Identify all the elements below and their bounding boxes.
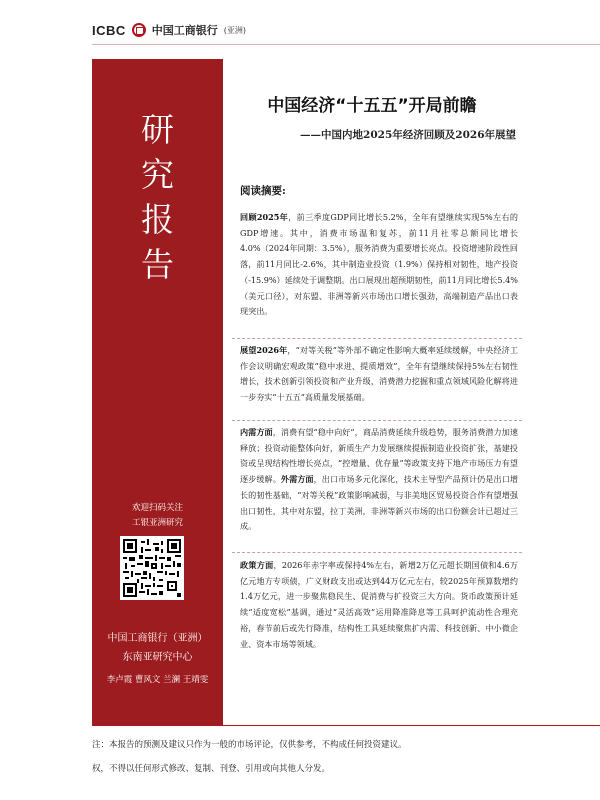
report-title: 中国经济“十五五”开局前瞻 — [267, 96, 477, 116]
summary-paragraph-policy — [240, 558, 518, 652]
authors: 李卢霞 曹风文 兰澜 王靖雯 — [106, 675, 209, 685]
scan-line-1: 欢迎扫码关注 — [131, 503, 183, 513]
paragraph-text: ，2026年赤字率或保持4%左右，新增2万亿元超长期国债和4.6万亿元地方专项债，广义财政支出或达到44万亿元左右，较2025年预算数增约1.4万亿元，进一步聚焦稳民生、促消费与扩投资三大方向。货币政策预计延续“适度宽松”基调，通过“灵活高效”运用降准降息等工具呵护流动性合理充裕，春节前后或先行降准，结构性工具延续聚焦扩内需、科技创新、中小微企业、资本市场等领域。 — [240, 560, 518, 649]
paragraph-divider — [232, 552, 522, 553]
summary-paragraph-outlook — [240, 343, 518, 406]
summary-paragraph-review — [240, 210, 518, 320]
qr-code-graphic — [123, 539, 181, 597]
org-department: 东南亚研究中心 — [122, 652, 193, 663]
logo-chinese-name: 中国工商银行 — [151, 24, 218, 37]
paragraph-divider — [232, 420, 522, 421]
paragraph-text: ，“对等关税”等外部不确定性影响大概率延续缓解，中央经济工作会议明确宏观政策“稳中求进、提质增效”，全年有望继续保持5%左右韧性增长，技术创新引领投资和产业升级，消费潜力挖掘和重点领域风险化解将进一步夯实“十五五”高质量发展基础。 — [240, 345, 518, 403]
icbc-seal-icon — [132, 23, 146, 37]
paragraph-lead: 回顾2025年 — [240, 212, 289, 222]
paragraph-text: ，消费有望“稳中向好”，商品消费延续升级趋势，服务消费潜力加速释放；投资动能整体向好，新质生产力发展继续提振制造业投资扩张，基建投资或呈现结构性增长亮点，“控增量、优存量”等政策支持下地产市场压力有望逐步缓解。 — [240, 427, 518, 485]
page-header — [0, 0, 600, 62]
paragraph-lead: 内需方面 — [240, 427, 273, 437]
qr-code-icon[interactable] — [120, 536, 184, 600]
report-header — [232, 94, 516, 144]
header-divider — [92, 44, 600, 45]
org-block — [92, 631, 223, 688]
footer-divider — [92, 725, 600, 726]
paragraph-lead: 展望2026年 — [240, 345, 288, 355]
paragraph-divider — [232, 338, 522, 339]
vertical-title-char: 研 — [141, 110, 174, 149]
vertical-title-char: 报 — [141, 200, 174, 239]
vertical-title-char: 告 — [141, 245, 174, 284]
report-sidebar — [92, 59, 223, 725]
paragraph-text: ，前三季度GDP同比增长5.2%，全年有望继续实现5%左右的GDP增速。其中，消费市场温和复苏，前11月社零总额同比增长4.0%（2024年同期：3.5%），服务消费为重要增长亮点。投资增速阶段性回落，前11月同比-2.6%，其中制造业投资（1.9%）保持相对韧性，地产投资（-15.9%）延续处于调整期。出口展现出超预期韧性，前11月同比增长5.4%（美元口径），对东盟、非洲等新兴市场出口增长强劲，高端制造产品出口表现突出。 — [240, 212, 518, 317]
summary-heading: 阅读摘要: — [240, 185, 286, 197]
org-name: 中国工商银行（亚洲） — [107, 633, 208, 644]
paragraph-text-2: ，出口市场多元化深化，技术主导型产品预计仍是出口增长的韧性基础，“对等关税”政策影响减弱，与非美地区贸易投资合作有望增强出口韧性，其中对东盟，拉丁美洲，非洲等新兴市场的出口份额会计已超过三成。 — [240, 474, 518, 532]
vertical-report-title — [92, 107, 223, 287]
logo-icbc-text: ICBC — [92, 22, 126, 38]
report-subtitle: ——中国内地2025年经济回顾及2026年展望 — [300, 129, 516, 141]
vertical-title-char: 究 — [141, 155, 174, 194]
scan-line-2: 工银亚洲研究 — [131, 518, 183, 528]
paragraph-lead: 政策方面 — [240, 560, 274, 570]
paragraph-lead-2: 外需方面 — [280, 474, 314, 485]
bank-logo — [92, 22, 246, 38]
disclaimer-line-2: 权，不得以任何形式修改、复制、刊登、引用或向其他人分发。 — [92, 764, 331, 774]
summary-paragraph-demand — [240, 425, 518, 535]
disclaimer-line-1: 注：本报告的预测及建议只作为一般的市场评论，仅供参考，不构成任何投资建议。 — [92, 740, 407, 750]
logo-subtitle: (亚洲) — [223, 25, 247, 35]
scan-note — [92, 501, 223, 531]
